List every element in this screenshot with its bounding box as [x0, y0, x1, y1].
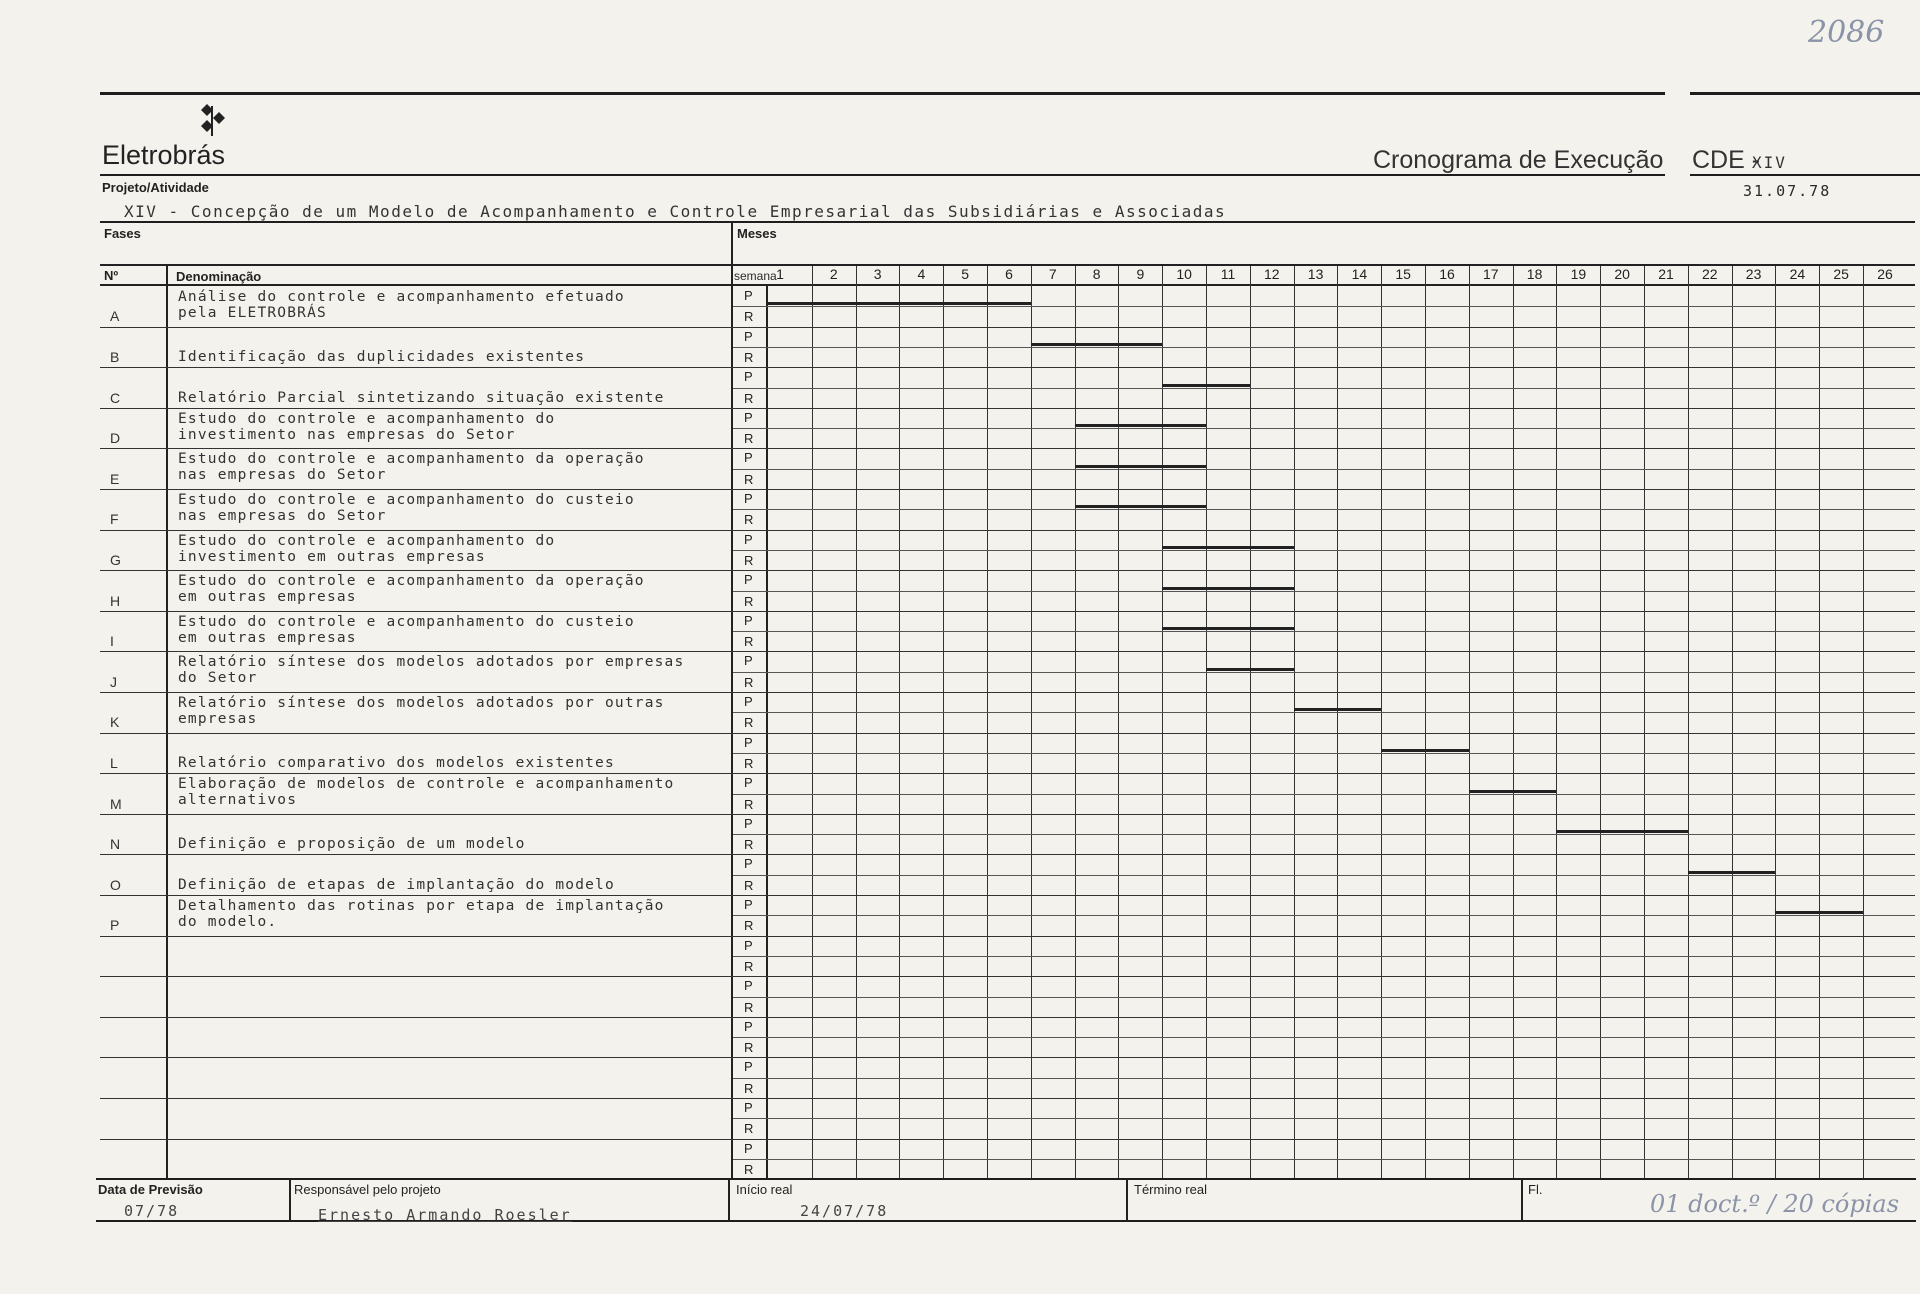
plan-row-label: P [744, 856, 753, 872]
phase-number: L [110, 754, 118, 771]
fl-label: Fl. [1528, 1182, 1543, 1197]
week-number-22: 22 [1702, 266, 1718, 282]
plan-bar-N [1556, 830, 1687, 833]
document-code-suffix: XIV [1752, 153, 1787, 172]
week-number-13: 13 [1307, 266, 1324, 282]
phase-description: Relatório síntese dos modelos adotados por empresas do Setor [178, 654, 685, 687]
week-number-18: 18 [1526, 266, 1543, 282]
real-row-label: R [744, 999, 754, 1015]
week-number-7: 7 [1048, 266, 1057, 282]
plan-bar-I [1162, 627, 1293, 630]
row-separator [100, 651, 1915, 652]
plan-row-label: P [744, 653, 753, 669]
real-row-label: R [744, 593, 754, 609]
real-row-label: R [744, 958, 754, 974]
plan-row-label: P [744, 612, 753, 628]
responsavel-label: Responsável pelo projeto [294, 1182, 441, 1197]
row-separator [100, 1017, 1915, 1018]
row-separator [100, 692, 1915, 693]
week-column-line [1162, 266, 1163, 1179]
plan-row-label: P [744, 897, 753, 912]
row-separator [100, 448, 1915, 449]
week-number-5: 5 [961, 266, 970, 282]
pr-half-separator [733, 1037, 1915, 1038]
real-row-label: R [744, 431, 754, 447]
phase-number: G [110, 551, 121, 568]
week-number-20: 20 [1614, 266, 1630, 282]
pr-half-separator [733, 712, 1915, 713]
plan-bar-C [1162, 384, 1250, 387]
plan-row-label: P [744, 328, 753, 344]
real-row-label: R [744, 1080, 754, 1096]
week-number-8: 8 [1092, 266, 1101, 282]
fases-meses-divider [731, 221, 733, 1179]
previsao-label: Data de Previsão [98, 1182, 203, 1197]
footer-divider-2 [728, 1180, 730, 1220]
week-column-line [1863, 266, 1864, 1179]
pr-half-separator [733, 509, 1915, 510]
phase-description: Definição de etapas de implantação do modelo [178, 876, 615, 893]
week-number-26: 26 [1877, 266, 1893, 282]
meses-label: Meses [737, 226, 777, 241]
phase-description: Estudo do controle e acompanhamento do investimento nas empresas do Setor [178, 410, 556, 443]
real-row-label: R [744, 1121, 754, 1137]
row-separator [100, 1057, 1915, 1058]
pr-half-separator [733, 1078, 1915, 1079]
plan-bar-E [1075, 465, 1206, 468]
denomination-column-header: Denominação [176, 269, 262, 284]
phase-description: Relatório Parcial sintetizando situação existente [178, 389, 665, 406]
week-column-line [1688, 266, 1689, 1179]
week-column-line [1600, 266, 1601, 1179]
week-column-line [1337, 266, 1338, 1179]
plan-bar-B [1031, 343, 1162, 346]
row-separator [100, 408, 1915, 409]
week-number-17: 17 [1483, 266, 1499, 282]
phase-number: K [110, 714, 120, 731]
plan-row-label: P [744, 1100, 753, 1115]
phase-description: Estudo do controle e acompanhamento do investimento em outras empresas [178, 532, 556, 565]
phase-description: Detalhamento das rotinas por etapa de implantação do modelo. [178, 898, 665, 930]
plan-row-label: P [744, 978, 753, 994]
week-column-line [987, 266, 988, 1179]
number-column-header: Nº [104, 268, 119, 283]
real-row-label: R [744, 918, 754, 934]
project-description: XIV - Concepção de um Modelo de Acompanhamento e Controle Empresarial das Subsidiárias e Associadas [124, 202, 1227, 221]
pr-half-separator [733, 631, 1915, 632]
plan-row-label: P [744, 1018, 753, 1034]
previsao-value: 07/78 [124, 1202, 180, 1220]
real-row-label: R [744, 512, 754, 528]
week-column-line [1644, 266, 1645, 1179]
document-date: 31.07.78 [1743, 182, 1832, 200]
plan-bar-D [1075, 424, 1206, 427]
plan-row-label: P [744, 369, 753, 385]
row-separator [100, 773, 1915, 774]
plan-bar-L [1381, 749, 1469, 752]
week-number-24: 24 [1789, 266, 1806, 282]
pr-half-separator [733, 591, 1915, 592]
week-number-9: 9 [1136, 266, 1145, 282]
plan-bar-K [1294, 708, 1382, 711]
pr-half-separator [733, 956, 1915, 957]
week-number-16: 16 [1439, 266, 1455, 282]
plan-row-label: P [744, 1140, 753, 1156]
phase-description: Análise do controle e acompanhamento efetuado pela ELETROBRÁS [178, 289, 625, 321]
phase-number: A [110, 308, 120, 325]
week-number-2: 2 [829, 266, 838, 282]
pr-half-separator [733, 997, 1915, 998]
week-number-3: 3 [873, 266, 882, 282]
phase-number: B [110, 348, 120, 365]
row-separator [100, 814, 1915, 815]
phase-number: O [110, 876, 121, 893]
week-column-line [1206, 266, 1207, 1179]
real-row-label: R [744, 634, 754, 650]
handwritten-note: 01 doct.º / 20 cópias [1650, 1190, 1900, 1218]
real-row-label: R [744, 796, 754, 812]
row-separator [100, 733, 1915, 734]
row-separator [100, 327, 1915, 328]
responsavel-value: Ernesto Armando Roesler [318, 1206, 572, 1224]
pr-half-separator [733, 388, 1915, 389]
phase-number: C [110, 389, 121, 406]
week-column-line [899, 266, 900, 1179]
row-separator [100, 489, 1915, 490]
row-separator [100, 854, 1915, 855]
week-column-line [1819, 266, 1820, 1179]
phase-number: J [110, 673, 117, 690]
phase-number: M [110, 795, 122, 812]
plan-bar-M [1469, 790, 1557, 793]
plan-bar-A [768, 302, 1031, 305]
pr-half-separator [733, 550, 1915, 551]
phase-number: N [110, 836, 121, 853]
brand-name: Eletrobrás [102, 140, 226, 170]
week-number-21: 21 [1658, 266, 1674, 282]
real-row-label: R [744, 1161, 754, 1177]
phase-description: Estudo do controle e acompanhamento da operação em outras empresas [178, 573, 645, 606]
row-separator [100, 1098, 1915, 1099]
plan-row-label: P [744, 694, 753, 709]
week-column-line [1556, 266, 1557, 1179]
plan-row-label: P [744, 450, 753, 466]
pr-half-separator [733, 1159, 1915, 1160]
plan-bar-F [1075, 505, 1206, 508]
week-column-line [1469, 266, 1470, 1179]
week-number-15: 15 [1395, 266, 1411, 282]
plan-bar-O [1688, 871, 1776, 874]
week-number-12: 12 [1264, 266, 1280, 282]
pr-half-separator [733, 794, 1915, 795]
pr-half-separator [733, 834, 1915, 835]
row-separator [100, 976, 1915, 977]
pr-half-separator [733, 672, 1915, 673]
plan-row-label: P [744, 409, 753, 425]
phase-description: Estudo do controle e acompanhamento da operação nas empresas do Setor [178, 451, 645, 484]
week-column-line [1118, 266, 1119, 1179]
row-separator [100, 611, 1915, 612]
plan-bar-H [1162, 587, 1293, 590]
real-row-label: R [744, 715, 754, 731]
termino-label: Término real [1134, 1182, 1207, 1197]
pr-half-separator [733, 306, 1915, 307]
plan-bar-J [1206, 668, 1294, 671]
real-row-label: R [744, 471, 754, 487]
phase-number: E [110, 470, 120, 487]
week-number-23: 23 [1745, 266, 1762, 282]
plan-row-label: P [744, 572, 753, 588]
inicio-value: 24/07/78 [800, 1202, 889, 1220]
inicio-label: Início real [736, 1182, 793, 1197]
week-column-line [1075, 266, 1076, 1179]
week-header-bottom-rule [100, 284, 1915, 286]
week-column-line [1513, 266, 1514, 1179]
week-number-25: 25 [1833, 266, 1849, 282]
phase-description: Relatório comparativo dos modelos existentes [178, 754, 615, 771]
real-row-label: R [744, 837, 754, 853]
week-number-19: 19 [1570, 266, 1587, 282]
phase-description: Identificação das duplicidades existentes [178, 348, 586, 365]
footer-divider-3 [1126, 1180, 1128, 1220]
plan-row-label: P [744, 531, 753, 547]
real-row-label: R [744, 309, 754, 325]
phase-number: H [110, 592, 121, 609]
week-column-line [1425, 266, 1426, 1179]
real-row-label: R [744, 552, 754, 568]
pr-half-separator [733, 753, 1915, 754]
week-number-11: 11 [1220, 266, 1236, 282]
phase-number: D [110, 430, 121, 447]
real-row-label: R [744, 349, 754, 365]
real-row-label: R [744, 755, 754, 771]
phase-number: I [110, 633, 114, 650]
real-row-label: R [744, 877, 754, 893]
row-separator [100, 1139, 1915, 1140]
pr-half-separator [733, 875, 1915, 876]
week-column-line [1732, 266, 1733, 1179]
footer-divider-4 [1521, 1180, 1523, 1220]
plan-row-label: P [744, 815, 753, 831]
week-number-10: 10 [1176, 266, 1192, 282]
plan-row-label: P [744, 491, 753, 506]
phase-number: F [110, 511, 119, 528]
phase-description: Relatório síntese dos modelos adotados por outras empresas [178, 695, 665, 727]
week-column-line [856, 266, 857, 1179]
week-number-6: 6 [1005, 266, 1013, 282]
real-row-label: R [744, 674, 754, 690]
row-separator [100, 936, 1915, 937]
week-number-1: 1 [776, 266, 784, 282]
week-column-line [1250, 266, 1251, 1179]
week-number-4: 4 [917, 266, 926, 282]
real-row-label: R [744, 390, 754, 406]
week-column-line [1294, 266, 1295, 1179]
row-separator [100, 570, 1915, 571]
pr-half-separator [733, 1118, 1915, 1119]
semana-label: semana [734, 269, 777, 283]
pr-half-separator [733, 469, 1915, 470]
week-number-14: 14 [1351, 266, 1368, 282]
phase-description: Estudo do controle e acompanhamento do custeio nas empresas do Setor [178, 492, 635, 524]
week-column-line [1775, 266, 1776, 1179]
footer-divider-1 [289, 1180, 291, 1220]
week-column-line [1031, 266, 1032, 1179]
phase-description: Estudo do controle e acompanhamento do custeio em outras empresas [178, 613, 635, 646]
real-row-label: R [744, 1040, 754, 1056]
pr-half-separator [733, 915, 1915, 916]
footer-top-rule [96, 1178, 1916, 1180]
plan-bar-G [1162, 546, 1293, 549]
row-separator [100, 530, 1915, 531]
phase-description: Elaboração de modelos de controle e acompanhamento alternativos [178, 776, 675, 809]
handwritten-stamp-number: 2086 [1808, 15, 1885, 50]
pr-half-separator [733, 428, 1915, 429]
document-title: Cronograma de Execução [1373, 146, 1664, 174]
phase-description: Definição e proposição de um modelo [178, 836, 526, 853]
plan-row-label: P [744, 288, 753, 303]
week-column-line [812, 266, 813, 1179]
phase-number: P [110, 917, 120, 934]
week-column-line [1381, 266, 1382, 1179]
plan-bar-P [1775, 911, 1863, 914]
plan-row-label: P [744, 1059, 753, 1075]
number-column-divider [166, 264, 168, 1179]
table-header-rule [100, 264, 732, 266]
project-label: Projeto/Atividade [102, 180, 209, 195]
document-code: CDE - [1692, 146, 1761, 174]
plan-row-label: P [744, 775, 753, 791]
week-column-line [943, 266, 944, 1179]
pr-half-separator [733, 347, 1915, 348]
row-separator [100, 895, 1915, 896]
fases-label: Fases [104, 226, 141, 241]
plan-row-label: P [744, 734, 753, 750]
plan-row-label: P [744, 937, 753, 953]
row-separator [100, 367, 1915, 368]
